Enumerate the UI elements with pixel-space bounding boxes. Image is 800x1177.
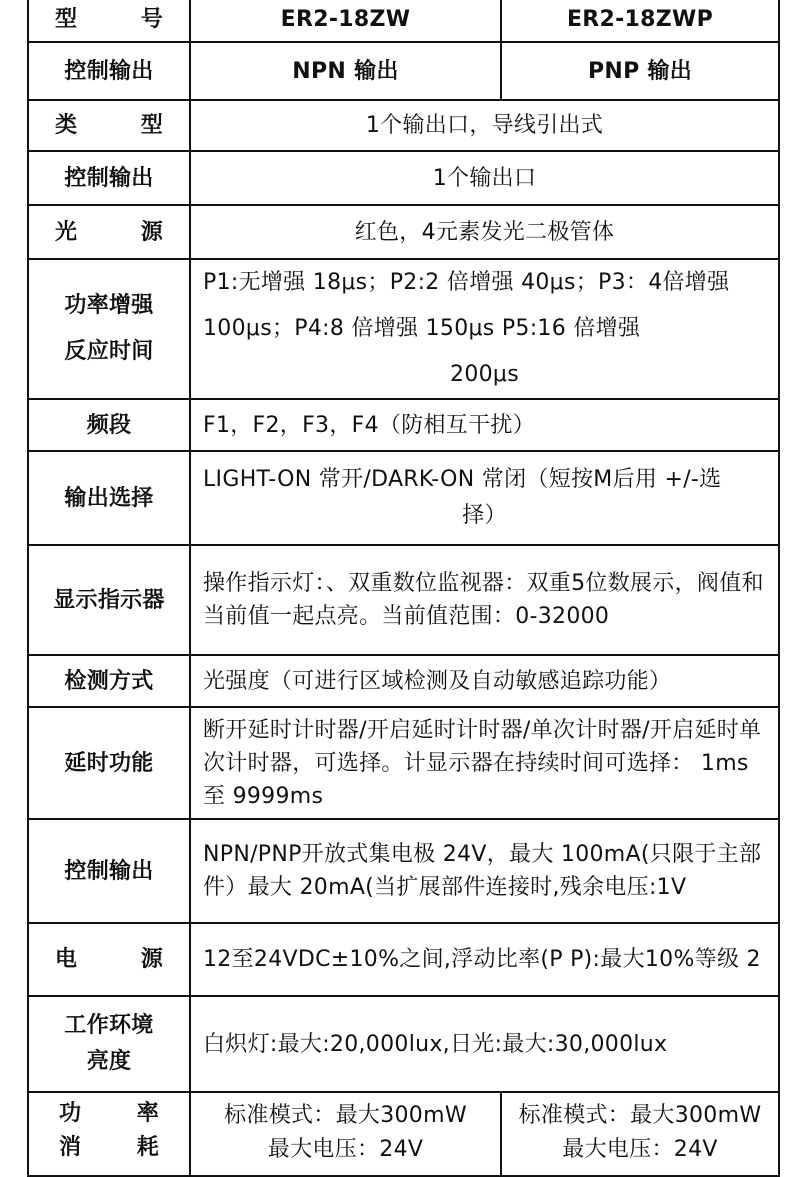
cell-text: 200μs [450,362,519,387]
row-label: 控制输出 [28,151,190,205]
table-row [28,451,779,545]
row-label-line: 功率增强 [64,293,154,318]
table-cell: PNP 输出 [501,42,779,100]
table-cell: NPN/PNP开放式集电极 24V，最大 100mA(只限于主部件）最大 20mA(当扩展部件连接时,残余电压:1V [190,819,779,923]
table-row [28,545,779,655]
table-row [28,42,779,100]
row-label: 光源 [28,205,190,259]
table-row [28,996,779,1092]
table-row [28,923,779,996]
table-row [28,707,779,819]
row-label-line: 工作环境 [64,1013,154,1038]
table-cell: 操作指示灯：、双重数位监视器：双重5位数展示，阀值和当前值一起点亮。当前值范围：0-32000 [190,545,779,655]
row-label: 型号 [28,0,190,42]
table-cell: NPN 输出 [190,42,501,100]
row-label: 输出选择 [28,451,190,545]
row-label: 检测方式 [28,655,190,707]
row-label-line: 消耗 [59,1135,159,1160]
cell-text: 择） [462,503,507,528]
cell-text: 最大电压：24V [267,1137,424,1162]
table-cell: 1个输出口 [190,151,779,205]
table-cell: ER2-18ZWP [501,0,779,42]
table-cell: 红色，4元素发光二极管体 [190,205,779,259]
table-cell [190,451,779,545]
cell-text: 标准模式：最大300mW [518,1103,762,1128]
table-cell [190,1092,501,1176]
row-label: 控制输出 [28,42,190,100]
cell-text: P1:无增强 18μs；P2:2 倍增强 40μs；P3：4倍增强 100μs；P4:8 倍增强 150μs P5:16 倍增强 [203,270,730,341]
cell-text: 标准模式：最大300mW [224,1103,467,1128]
table-cell: 12至24VDC±10%之间,浮动比率(P P):最大10%等级 2 [190,923,779,996]
cell-text: 最大电压：24V [562,1137,718,1162]
row-label-line: 反应时间 [64,339,154,364]
table-row [28,399,779,451]
row-label: 显示指示器 [28,545,190,655]
row-label [28,1092,190,1176]
row-label [28,259,190,399]
row-label-line: 亮度 [86,1049,132,1074]
row-label: 频段 [28,399,190,451]
table-row [28,0,779,42]
table-cell: ER2-18ZW [190,0,501,42]
table-row [28,259,779,399]
table-row [28,100,779,151]
table-row [28,205,779,259]
spec-table [27,0,780,1177]
row-label-line: 功率 [59,1101,159,1126]
cell-text: LIGHT-ON 常开/DARK-ON 常闭（短按M后用 +/-选 [203,467,722,492]
table-row [28,1092,779,1176]
table-cell: 白炽灯:最大:20,000lux,日光:最大:30,000lux [190,996,779,1092]
row-label: 电源 [28,923,190,996]
row-label: 类型 [28,100,190,151]
table-cell: 断开延时计时器/开启延时计时器/单次计时器/开启延时单次计时器，可选择。计显示器在持续时间可选择： 1ms 至 9999ms [190,707,779,819]
table-row [28,655,779,707]
table-cell [501,1092,779,1176]
table-cell [190,259,779,399]
table-cell: 光强度（可进行区域检测及自动敏感追踪功能） [190,655,779,707]
table-cell: 1个输出口，导线引出式 [190,100,779,151]
table-row [28,819,779,923]
table-row [28,151,779,205]
row-label: 控制输出 [28,819,190,923]
table-cell: F1，F2，F3，F4（防相互干扰） [190,399,779,451]
row-label: 延时功能 [28,707,190,819]
row-label [28,996,190,1092]
